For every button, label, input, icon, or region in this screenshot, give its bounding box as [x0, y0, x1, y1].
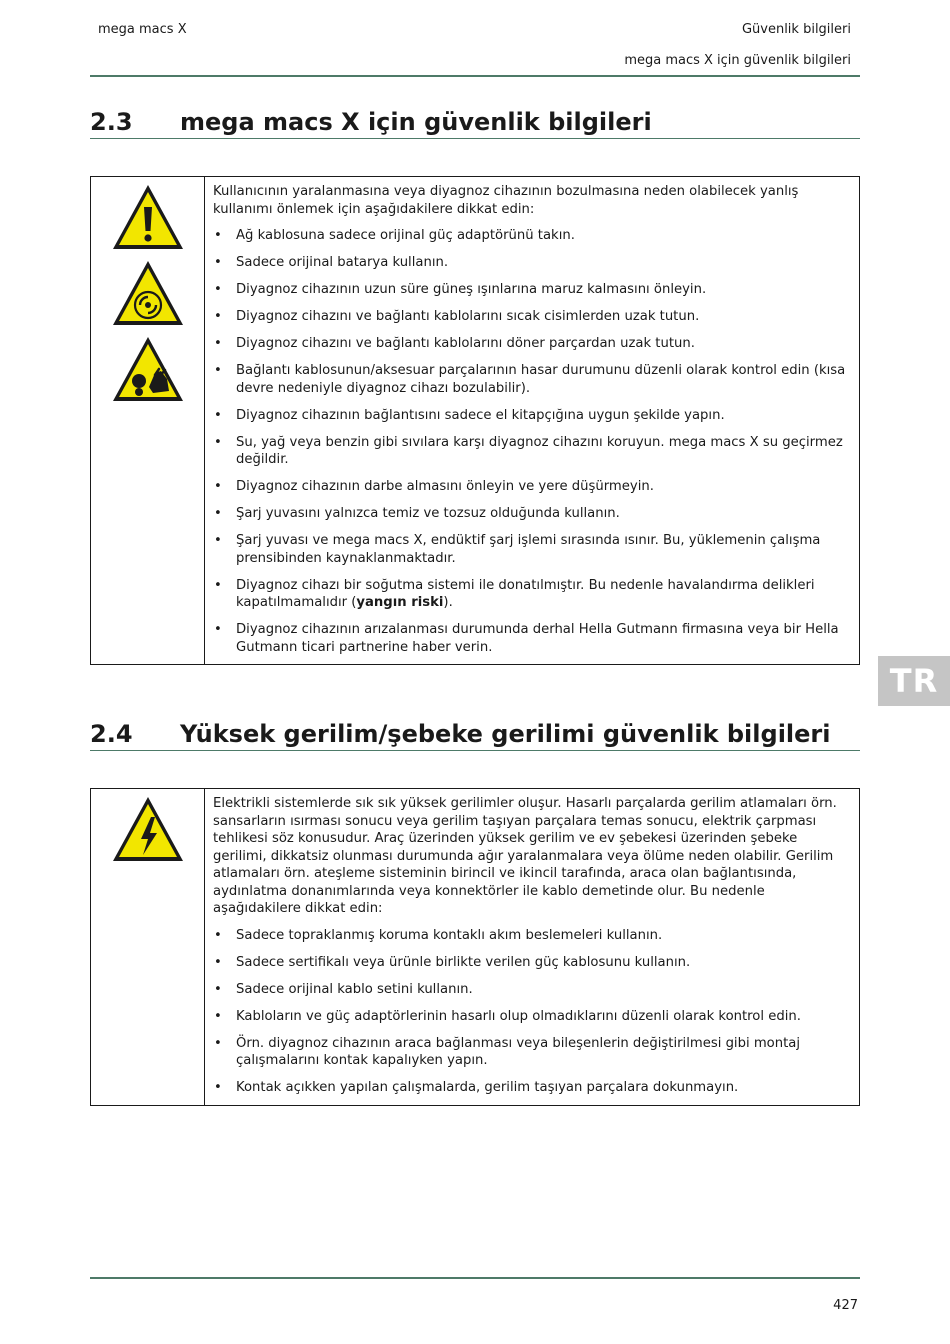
list-item: • Bağlantı kablosunun/aksesuar parçalarının hasar durumunu düzenli olarak kontrol edin (kısa devre nedeniyle diyagnoz cihazı bozulabilir). — [213, 362, 851, 397]
header-product: mega macs X — [98, 22, 187, 37]
list-item: • Şarj yuvası ve mega macs X, endüktif şarj işlemi sırasında ısınır. Bu, yüklemenin çalışma prensibinden kaynaklanmaktadır. — [213, 532, 851, 567]
list-item: • Şarj yuvasını yalnızca temiz ve tozsuz olduğunda kullanın. — [213, 505, 851, 523]
voltage-icons-column — [91, 789, 205, 1105]
list-item: • Diyagnoz cihazının bağlantısını sadece el kitapçığına uygun şekilde yapın. — [213, 407, 851, 425]
warning-exclamation-icon — [111, 183, 185, 251]
list-item: • Kontak açıkken yapılan çalışmalarda, gerilim taşıyan parçalara dokunmayın. — [213, 1079, 851, 1097]
safety-intro: Kullanıcının yaralanmasına veya diyagnoz cihazının bozulmasına neden olabilecek yanlış kullanımı önlemek için aşağıdakilere dikkat edin: — [213, 184, 799, 217]
list-item: • Diyagnoz cihazını ve bağlantı kablolarını sıcak cisimlerden uzak tutun. — [213, 308, 851, 326]
list-item: • Örn. diyagnoz cihazının araca bağlanması veya bileşenlerin değiştirilmesi gibi montaj çalışmalarını kontak kapalıyken yapın. — [213, 1035, 851, 1070]
page-number: 427 — [833, 1298, 858, 1313]
safety-text-voltage — [205, 789, 859, 1105]
fire-risk-text-end: ). — [443, 595, 453, 610]
list-item: • Sadece topraklanmış koruma kontaklı akım beslemeleri kullanın. — [213, 927, 851, 945]
section-title: Yüksek gerilim/şebeke gerilimi güvenlik bilgileri — [180, 720, 831, 748]
section-rule — [90, 138, 860, 139]
section-number: 2.3 — [90, 108, 133, 136]
header-chapter: Güvenlik bilgileri — [741, 22, 851, 37]
list-item: • Kabloların ve güç adaptörlerinin hasarlı olup olmadıklarını düzenli olarak kontrol edin. — [213, 1008, 851, 1026]
language-tab: TR — [878, 656, 950, 706]
list-item: • Diyagnoz cihazının uzun süre güneş ışınlarına maruz kalmasını önleyin. — [213, 281, 851, 299]
list-item: • Diyagnoz cihazının arızalanması durumunda derhal Hella Gutmann firmasına veya bir Hella Gutmann ticari partnerine haber verin. — [213, 621, 851, 656]
section-title: mega macs X için güvenlik bilgileri — [180, 108, 652, 136]
list-item-fire-risk — [213, 577, 851, 612]
list-item: • Sadece sertifikalı veya ürünle birlikte verilen güç kablosunu kullanın. — [213, 954, 851, 972]
header-section: mega macs X için güvenlik bilgileri — [624, 53, 851, 68]
list-item: • Diyagnoz cihazını ve bağlantı kablolarını döner parçardan uzak tutun. — [213, 335, 851, 353]
warning-icons-column — [91, 177, 205, 664]
rotating-parts-icon — [111, 259, 185, 327]
fire-risk-text: Diyagnoz cihazı bir soğutma sistemi ile donatılmıştır. Bu nedenle havalandırma delikleri kapatılmamalıdır ( — [236, 577, 815, 610]
list-item: • Sadece orijinal kablo setini kullanın. — [213, 981, 851, 999]
header-rule — [90, 75, 860, 77]
safety-box-voltage — [90, 788, 860, 1106]
footer-rule — [90, 1277, 860, 1279]
safety-box-general — [90, 176, 860, 665]
section-rule — [90, 750, 860, 751]
fire-risk-emphasis: yangın riski — [356, 595, 444, 610]
section-2-3-heading — [90, 108, 860, 136]
section-number: 2.4 — [90, 720, 133, 748]
safety-list — [213, 227, 851, 656]
safety-text-general — [205, 177, 859, 664]
high-voltage-icon — [111, 795, 185, 863]
voltage-intro: Elektrikli sistemlerde sık sık yüksek gerilimler oluşur. Hasarlı parçalarda gerilim atlamaları örn. sansarların ısırması sonucu veya gerilim taşıyan parçalara temas sonucu, elektrik çarpması tehlikesi söz konusudur. Araç üzerinden yüksek gerilim ve ev şebekesi üzerinden şebeke gerilimi, dikkatsiz olunması durumunda ağır yaralanmalara veya ölüme neden olabilir. Gerilim atlamaları örn. ateşleme sisteminin birincil ve ikincil tarafında, araca olan bağlantısında, aydınlatma donanımlarında veya konnektörler ile kablo demetinde olur. Bu nedenle aşağıdakilere dikkat edin: — [213, 796, 837, 916]
voltage-list — [213, 927, 851, 1097]
section-2-4-heading — [90, 720, 860, 748]
list-item: • Sadece orijinal batarya kullanın. — [213, 254, 851, 272]
list-item: • Ağ kablosuna sadece orijinal güç adaptörünü takın. — [213, 227, 851, 245]
hand-crush-icon — [111, 335, 185, 403]
list-item: • Diyagnoz cihazının darbe almasını önleyin ve yere düşürmeyin. — [213, 478, 851, 496]
list-item: • Su, yağ veya benzin gibi sıvılara karşı diyagnoz cihazını koruyun. mega macs X su geçirmez değildir. — [213, 434, 851, 469]
